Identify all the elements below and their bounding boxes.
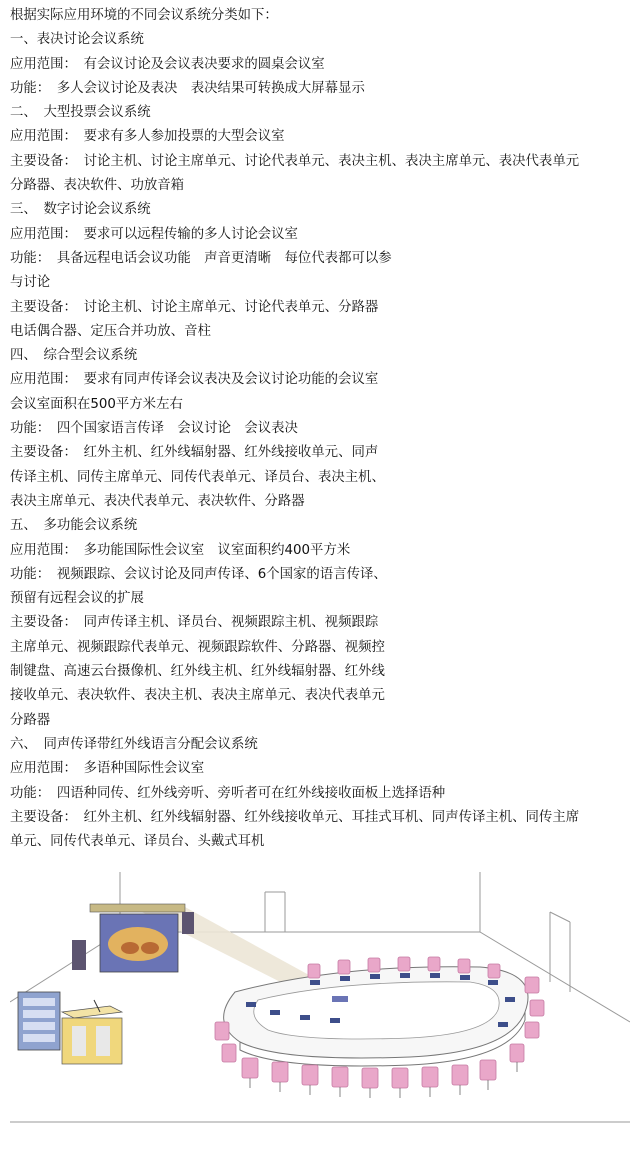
right-speaker — [182, 912, 194, 934]
chair-legs — [250, 1062, 517, 1098]
text-line: 主席单元、视频跟踪代表单元、视频跟踪软件、分路器、视频控 — [10, 639, 385, 655]
text-line: 功能： 视频跟踪、会议讨论及同声传译、6个国家的语言传译、 — [10, 566, 387, 582]
text-line: 三、 数字讨论会议系统 — [10, 202, 151, 218]
text-line: 功能： 具备远程电话会议功能 声音更清晰 每位代表都可以参 — [10, 250, 392, 266]
text-line: 预留有远程会议的扩展 — [10, 591, 144, 607]
text-line: 主要设备： 讨论主机、讨论主席单元、讨论代表单元、表决主机、表决主席单元、表决代表单元 — [10, 153, 580, 169]
text-line: 功能： 四个国家语言传译 会议讨论 会议表决 — [10, 421, 298, 437]
text-line: 主要设备： 红外主机、红外线辐射器、红外线接收单元、同声 — [10, 445, 379, 461]
text-line: 二、 大型投票会议系统 — [10, 105, 151, 121]
text-line: 电话偶合器、定压合并功放、音柱 — [10, 323, 211, 339]
text-line: 应用范围： 要求有同声传译会议表决及会议讨论功能的会议室 — [10, 372, 379, 388]
text-line: 主要设备： 讨论主机、讨论主席单元、讨论代表单元、分路器 — [10, 299, 379, 315]
text-line: 应用范围： 多语种国际性会议室 — [10, 761, 205, 777]
text-line: 应用范围： 多功能国际性会议室 议室面积约400平方米 — [10, 542, 351, 558]
text-line: 应用范围： 有会议讨论及会议表决要求的圆桌会议室 — [10, 56, 325, 72]
text-line: 传译主机、同传主席单元、同传代表单元、译员台、表决主机、 — [10, 469, 385, 485]
podium — [62, 1000, 122, 1064]
text-line: 单元、同传代表单元、译员台、头戴式耳机 — [10, 834, 265, 850]
conference-table — [224, 967, 528, 1066]
text-line: 应用范围： 要求有多人参加投票的大型会议室 — [10, 129, 285, 145]
text-line: 功能： 四语种同传、红外线旁听、旁听者可在红外线接收面板上选择语种 — [10, 785, 446, 801]
text-line: 五、 多功能会议系统 — [10, 518, 138, 534]
text-line: 分路器、表决软件、功放音箱 — [10, 178, 185, 194]
text-line: 表决主席单元、表决代表单元、表决软件、分路器 — [10, 493, 305, 509]
text-line: 主要设备： 红外主机、红外线辐射器、红外线接收单元、耳挂式耳机、同声传译主机、同传主席 — [10, 809, 580, 825]
equipment-rack — [18, 992, 60, 1050]
document-text — [10, 4, 632, 854]
text-line: 接收单元、表决软件、表决主机、表决主席单元、表决代表单元 — [10, 688, 385, 704]
text-line: 制键盘、高速云台摄像机、红外线主机、红外线辐射器、红外线 — [10, 664, 385, 680]
left-speaker — [72, 940, 86, 970]
text-line: 分路器 — [10, 712, 51, 728]
projection-screen — [90, 904, 185, 972]
text-line: 主要设备： 同声传译主机、译员台、视频跟踪主机、视频跟踪 — [10, 615, 379, 631]
text-line: 六、 同声传译带红外线语言分配会议系统 — [10, 736, 258, 752]
text-line: 根据实际应用环境的不同会议系统分类如下： — [10, 8, 278, 23]
conference-room-illustration — [10, 872, 630, 1132]
text-line: 与讨论 — [10, 275, 51, 291]
text-line: 一、表决讨论会议系统 — [10, 32, 144, 48]
text-line: 应用范围： 要求可以远程传输的多人讨论会议室 — [10, 226, 298, 242]
text-line: 会议室面积在500平方米左右 — [10, 396, 183, 412]
text-line: 四、 综合型会议系统 — [10, 348, 138, 364]
text-line: 功能： 多人会议讨论及表决 表决结果可转换成大屏幕显示 — [10, 80, 365, 96]
